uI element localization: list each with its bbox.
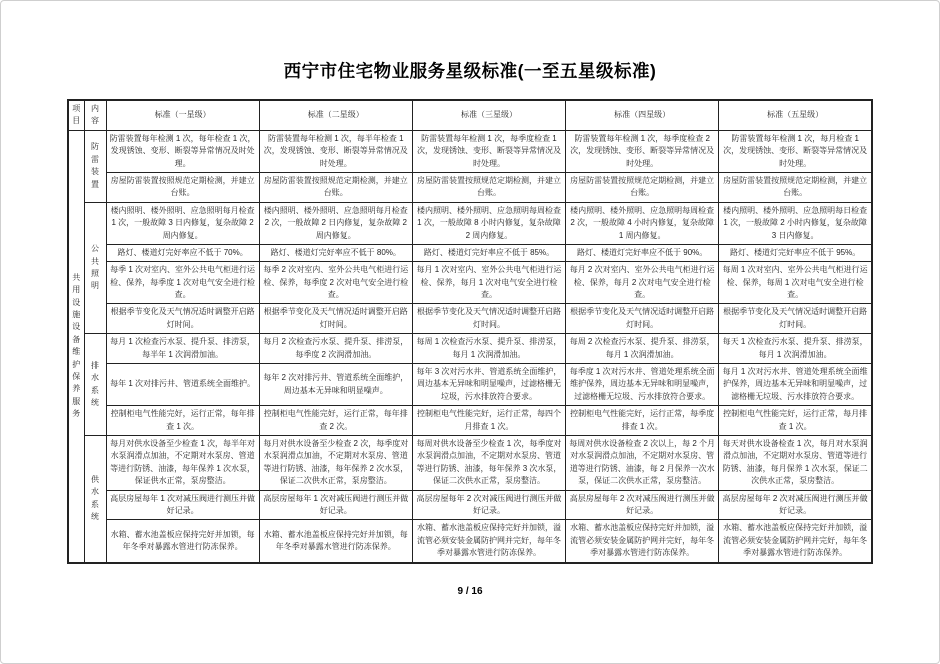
standard-cell: 控制柜电气性能完好，运行正常，每年排查 2 次。 xyxy=(259,406,412,436)
standard-cell: 每天 1 次检查污水泵、提升泵、排涝泵，每月 1 次润滑加油。 xyxy=(719,334,872,364)
standard-cell: 防雷装置每年检测 1 次，每月检查 1 次，发现锈蚀、变形、断裂等异常情况及时处理。 xyxy=(719,130,872,172)
standard-cell: 根据季节变化及天气情况适时调整开启路灯时间。 xyxy=(412,304,565,334)
standard-cell: 每季 2 次对室内、室外公共电气柜进行运检、保养，每季度 2 次对电气安全进行检查。 xyxy=(259,262,412,304)
standard-cell: 每周 2 次检查污水泵、提升泵、排涝泵，每月 1 次润滑加油。 xyxy=(566,334,719,364)
standard-cell: 房屋防雷装置按照规范定期检测，并建立台账。 xyxy=(412,172,565,202)
standard-cell: 路灯、楼道灯完好率应不低于 85%。 xyxy=(412,244,565,261)
standard-cell: 水箱、蓄水池盖板应保持完好并加锁，溢流管必须安装金属防护网并完好，每年冬季对暴露水管进行防冻保养。 xyxy=(566,520,719,563)
table-row xyxy=(68,244,872,261)
standard-cell: 防雷装置每年检测 1 次，每季度检查 2 次，发现锈蚀、变形、断裂等异常情况及时处理。 xyxy=(566,130,719,172)
standard-cell: 路灯、楼道灯完好率应不低于 70%。 xyxy=(106,244,259,261)
header-star-2: 标准（二星级） xyxy=(259,100,412,130)
category-label-lighting: 公共照明 xyxy=(84,202,106,334)
page-number: 9 / 16 xyxy=(457,586,483,597)
header-star-1: 标准（一星级） xyxy=(106,100,259,130)
standard-cell: 根据季节变化及天气情况适时调整开启路灯时间。 xyxy=(566,304,719,334)
category-label-drainage: 排水系统 xyxy=(84,334,106,436)
header-content: 内容 xyxy=(84,100,106,130)
standard-cell: 防雷装置每年检测 1 次，每年检查 1 次，发现锈蚀、变形、断裂等异常情况及时处理。 xyxy=(106,130,259,172)
standard-cell: 每周 1 次检查污水泵、提升泵、排涝泵，每月 1 次润滑加油。 xyxy=(412,334,565,364)
table-row xyxy=(68,262,872,304)
table-row xyxy=(68,130,872,172)
standard-cell: 高层房屋每年 2 次对减压阀进行测压并做好记录。 xyxy=(566,490,719,520)
standard-cell: 房屋防雷装置按照规范定期检测，并建立台账。 xyxy=(259,172,412,202)
standard-cell: 房屋防雷装置按照规范定期检测，并建立台账。 xyxy=(106,172,259,202)
header-row xyxy=(68,100,872,130)
header-star-3: 标准（三星级） xyxy=(412,100,565,130)
standard-cell: 每年 2 次对排污井、管道系统全面维护，周边基本无异味和明显噪声。 xyxy=(259,364,412,406)
table-row xyxy=(68,172,872,202)
table-row xyxy=(68,490,872,520)
standard-cell: 防雷装置每年检测 1 次，每半年检查 1 次，发现锈蚀、变形、断裂等异常情况及时处理。 xyxy=(259,130,412,172)
standard-cell: 高层房屋每年 1 次对减压阀进行测压并做好记录。 xyxy=(106,490,259,520)
standard-cell: 路灯、楼道灯完好率应不低于 80%。 xyxy=(259,244,412,261)
category-label-water-supply: 供水系统 xyxy=(84,435,106,562)
header-star-5: 标准（五星级） xyxy=(719,100,872,130)
standard-cell: 根据季节变化及天气情况适时调整开启路灯时间。 xyxy=(106,304,259,334)
table-row xyxy=(68,202,872,244)
standard-cell: 每月对供水设备至少检查 1 次，每半年对水泵润滑点加油，不定期对水泵房、管道等进行防锈、油漆，每年保养 1 次水泵，保证供水正常，泵房整洁。 xyxy=(106,435,259,490)
standard-cell: 楼内照明、楼外照明、应急照明每月检查 2 次，一般故障 2 日内修复，复杂故障 2 周内修复。 xyxy=(259,202,412,244)
standard-cell: 房屋防雷装置按照规范定期检测，并建立台账。 xyxy=(566,172,719,202)
standard-cell: 防雷装置每年检测 1 次，每季度检查 1 次，发现锈蚀、变形、断裂等异常情况及时处理。 xyxy=(412,130,565,172)
standard-cell: 楼内照明、楼外照明、应急照明每周检查 2 次，一般故障 4 小时内修复，复杂故障 1 周内修复。 xyxy=(566,202,719,244)
standard-cell: 根据季节变化及天气情况适时调整开启路灯时间。 xyxy=(719,304,872,334)
standard-cell: 控制柜电气性能完好，运行正常，每四个月排查 1 次。 xyxy=(412,406,565,436)
standard-cell: 每月 1 次检查污水泵、提升泵、排涝泵，每半年 1 次润滑加油。 xyxy=(106,334,259,364)
standard-cell: 控制柜电气性能完好，运行正常，每年排查 1 次。 xyxy=(106,406,259,436)
standard-cell: 高层房屋每年 2 次对减压阀进行测压并做好记录。 xyxy=(412,490,565,520)
standard-cell: 每月对供水设备至少检查 2 次，每季度对水泵润滑点加油，不定期对水泵房、管道等进行防锈、油漆，每年保养 2 次水泵，保证二次供水正常，泵房整洁。 xyxy=(259,435,412,490)
standard-cell: 水箱、蓄水池盖板应保持完好并加锁，溢流管必须安装金属防护网并完好，每年冬季对暴露水管进行防冻保养。 xyxy=(412,520,565,563)
standard-cell: 每周对供水设备至少检查 1 次，每季度对水泵润滑点加油，不定期对水泵房、管道等进行防锈、油漆，每年保养 3 次水泵，保证二次供水正常，泵房整洁。 xyxy=(412,435,565,490)
standard-cell: 每月 1 次对室内、室外公共电气柜进行运检、保养，每月 1 次对电气安全进行检查。 xyxy=(412,262,565,304)
standard-cell: 每年 1 次对排污井、管道系统全面维护。 xyxy=(106,364,259,406)
standard-cell: 路灯、楼道灯完好率应不低于 95%。 xyxy=(719,244,872,261)
standard-cell: 水箱、蓄水池盖板应保持完好并加锁，每年冬季对暴露水管进行防冻保养。 xyxy=(106,520,259,563)
star-standard-table xyxy=(67,99,873,564)
table-row xyxy=(68,334,872,364)
standard-cell: 水箱、蓄水池盖板应保持完好并加锁，每年冬季对暴露水管进行防冻保养。 xyxy=(259,520,412,563)
table-row xyxy=(68,520,872,563)
page-title: 西宁市住宅物业服务星级标准(一至五星级标准) xyxy=(283,61,657,81)
standard-cell: 控制柜电气性能完好，运行正常，每季度排查 1 次。 xyxy=(566,406,719,436)
standard-cell: 每月 2 次检查污水泵、提升泵、排涝泵，每季度 2 次润滑加油。 xyxy=(259,334,412,364)
table-row xyxy=(68,435,872,490)
standard-cell: 控制柜电气性能完好，运行正常，每月排查 1 次。 xyxy=(719,406,872,436)
standard-cell: 每年 3 次对污水井、管道系统全面维护，周边基本无异味和明显噪声，过滤格栅无垃圾，污水排放符合要求。 xyxy=(412,364,565,406)
standard-cell: 楼内照明、楼外照明、应急照明每月检查 1 次，一般故障 3 日内修复，复杂故障 2 周内修复。 xyxy=(106,202,259,244)
standard-cell: 每季度 1 次对污水井、管道处理系统全面维护保养，周边基本无异味和明显噪声，过滤格栅无垃圾、污水排放符合要求。 xyxy=(566,364,719,406)
standard-cell: 每天对供水设备检查 1 次，每月对水泵润滑点加油，不定期对水泵房、管道等进行防锈、油漆，每月保养 1 次水泵，保证二次供水正常，泵房整洁。 xyxy=(719,435,872,490)
standard-cell: 每周 1 次对室内、室外公共电气柜进行运检、保养，每周 1 次对电气安全进行检查。 xyxy=(719,262,872,304)
standard-cell: 房屋防雷装置按照规范定期检测，并建立台账。 xyxy=(719,172,872,202)
standard-cell: 每周对供水设备检查 2 次以上，每 2 个月对水泵润滑点加油，不定期对水泵房、管道等进行防锈、油漆，每 2 月保养一次水泵，保证二次供水正常，泵房整洁。 xyxy=(566,435,719,490)
standard-cell: 路灯、楼道灯完好率应不低于 90%。 xyxy=(566,244,719,261)
standard-cell: 楼内照明、楼外照明、应急照明每日检查 1 次，一般故障 2 小时内修复，复杂故障 3 日内修复。 xyxy=(719,202,872,244)
standard-cell: 高层房屋每年 2 次对减压阀进行测压并做好记录。 xyxy=(719,490,872,520)
standard-cell: 楼内照明、楼外照明、应急照明每周检查 1 次，一般故障 8 小时内修复，复杂故障 2 周内修复。 xyxy=(412,202,565,244)
header-star-4: 标准（四星级） xyxy=(566,100,719,130)
standard-cell: 高层房屋每年 1 次对减压阀进行测压并做好记录。 xyxy=(259,490,412,520)
standard-cell: 水箱、蓄水池盖板应保持完好并加锁，溢流管必须安装金属防护网并完好，每年冬季对暴露水管进行防冻保养。 xyxy=(719,520,872,563)
standard-cell: 每季 1 次对室内、室外公共电气柜进行运检、保养，每季度 1 次对电气安全进行检查。 xyxy=(106,262,259,304)
project-group-label: 共用设施设备维护保养服务 xyxy=(68,130,84,562)
standard-cell: 根据季节变化及天气情况适时调整开启路灯时间。 xyxy=(259,304,412,334)
standard-cell: 每月 2 次对室内、室外公共电气柜进行运检、保养，每月 2 次对电气安全进行检查。 xyxy=(566,262,719,304)
header-project: 项目 xyxy=(68,100,84,130)
table-row xyxy=(68,304,872,334)
standard-cell: 每月 1 次对污水井、管道处理系统全面维护保养，周边基本无异味和明显噪声，过滤格栅无垃圾、污水排放符合要求。 xyxy=(719,364,872,406)
category-label-lightning: 防雷装置 xyxy=(84,130,106,202)
table-row xyxy=(68,364,872,406)
table-row xyxy=(68,406,872,436)
